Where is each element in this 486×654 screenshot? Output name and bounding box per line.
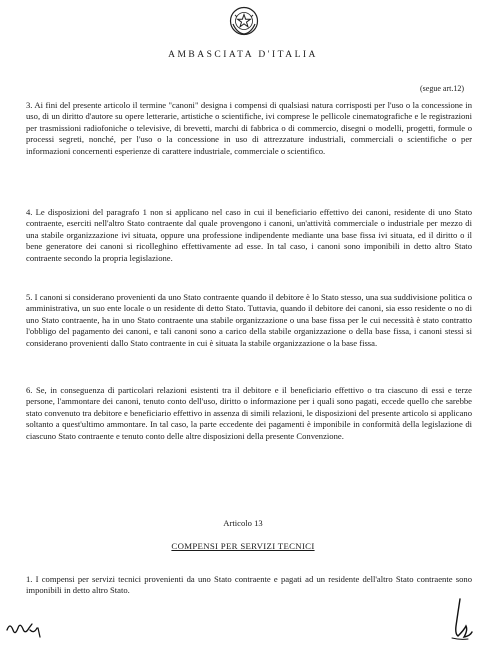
paragraph-5: 5. I canoni si considerano provenienti da uno Stato contraente quando il debitore è lo Stato stesso, una sua suddivisione politica o amministrativa, un suo ente locale o un residente di detto Stato. Tuttavia, quando il debitore dei canoni, sia esso residente o no di uno Stato contraente, ha in uno Stato contraente una stabile organizzazione o una base fissa per le cui necessità è stato contratto l'obbligo del pagamento dei canoni, e tali canoni sono a carico della stabile organizzazione o della base fissa, i canoni stessi si considerano provenienti dallo Stato contraente in cui è situata la stabile organizzazione o la base fissa.	[26, 292, 472, 348]
paragraph-3: 3. Ai fini del presente articolo il termine "canoni" designa i compensi di qualsiasi natura corrisposti per l'uso o la concessione in uso, di un diritto d'autore su opere letterarie, artistiche o scientifiche, ivi comprese le pellicole cinematografiche e le registrazioni per trasmissioni radiofoniche o televisive, di brevetti, marchi di fabbrica o di commercio, disegni o modelli, progetti, formule o processi segreti, nonché, per l'uso o la concessione in uso di attrezzature industriali, commerciali o scientifiche o per informazioni concernenti esperienze di carattere industriale, commerciale o scientifico.	[26, 100, 472, 156]
embassy-name: AMBASCIATA D'ITALIA	[168, 50, 318, 60]
continuation-note: (segue art.12)	[420, 84, 464, 93]
handwritten-initials-right-icon	[446, 596, 474, 642]
article-title: COMPENSI PER SERVIZI TECNICI	[171, 541, 315, 551]
article-13-paragraph-1: 1. I compensi per servizi tecnici provenienti da uno Stato contraente e pagati ad un residente dell'altro Stato contraente sono imponibili in detto altro Stato.	[26, 574, 472, 596]
handwritten-initials-left-icon	[4, 616, 48, 640]
article-number: Articolo 13	[223, 518, 263, 528]
paragraph-6: 6. Se, in conseguenza di particolari relazioni esistenti tra il debitore e il beneficiario effettivo o tra ciascuno di essi e terze persone, l'ammontare dei canoni, tenuto conto dell'uso, diritto o informazione per i quali sono pagati, eccede quello che sarebbe stato convenuto tra debitore e beneficiario effettivo in assenza di simili relazioni, le disposizioni del presente articolo si applicano soltanto a quest'ultimo ammontare. In tal caso, la parte eccedente dei pagamenti è imponibile in conformità della legislazione di ciascuno Stato contraente e tenuto conto delle altre disposizioni della presente Convenzione.	[26, 385, 472, 441]
paragraph-4: 4. Le disposizioni del paragrafo 1 non si applicano nel caso in cui il beneficiario effettivo dei canoni, residente di uno Stato contraente, eserciti nell'altro Stato contraente dal quale provengono i canoni, un'attività commerciale o industriale per mezzo di una stabile organizzazione ivi situata, oppure una professione indipendente mediante una base fissa ivi situata, ed il diritto o il bene generatore dei canoni si ricolleghino effettivamente ad esse. In tal caso, i canoni sono imponibili in detto altro Stato contraente secondo la propria legislazione.	[26, 207, 472, 263]
italian-republic-emblem-icon	[229, 6, 259, 36]
